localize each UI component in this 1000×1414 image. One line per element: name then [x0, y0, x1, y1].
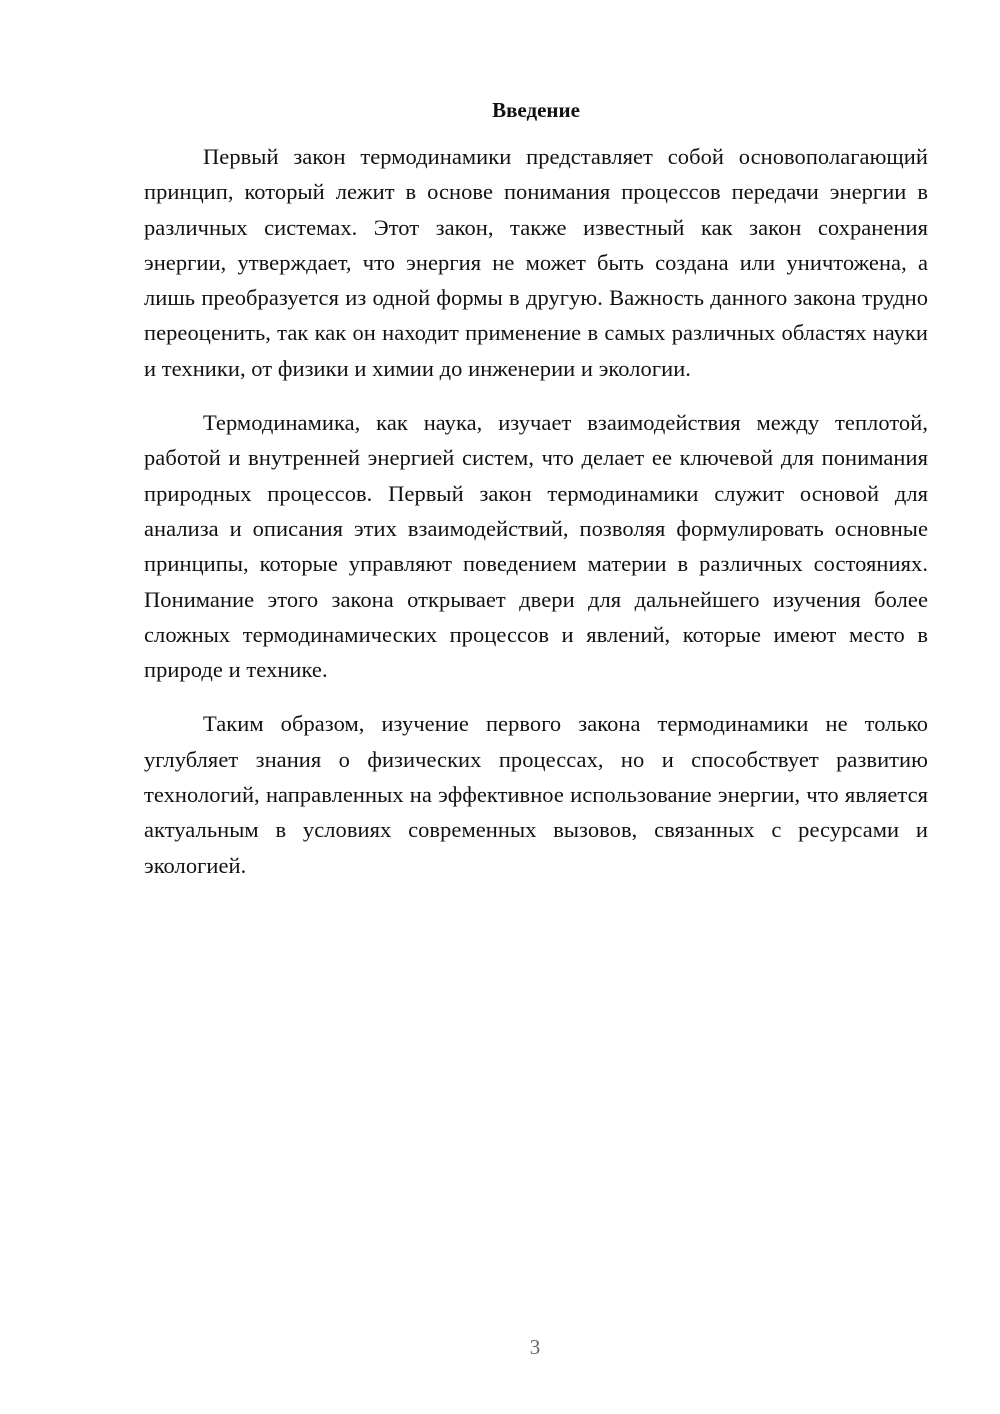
- page-number: 3: [529, 1335, 541, 1359]
- paragraph-3: Таким образом, изучение первого закона термодинамики не только углубляет знания о физических процессах, но и способствует развитию технологий, направленных на эффективное использование энергии, что является актуальным в условиях современных вызовов, связанных с ресурсами и экологией.: [144, 711, 928, 878]
- page-content: [144, 96, 928, 902]
- paragraph-2: Термодинамика, как наука, изучает взаимодействия между теплотой, работой и внутренней энергией систем, что делает ее ключевой для понимания природных процессов. Первый закон термодинамики служит основой для анализа и описания этих взаимодействий, позволяя формулировать основные принципы, которые управляют поведением материи в различных состояниях. Понимание этого закона открывает двери для дальнейшего изучения более сложных термодинамических процессов и явлений, которые имеют место в природе и технике.: [144, 410, 928, 683]
- section-heading: Введение: [492, 98, 580, 122]
- paragraph-1: Первый закон термодинамики представляет собой основополагающий принцип, который лежит в основе понимания процессов передачи энергии в различных системах. Этот закон, также известный как закон сохранения энергии, утверждает, что энергия не может быть создана или уничтожена, а лишь преобразуется из одной формы в другую. Важность данного закона трудно переоценить, так как он находит применение в самых различных областях науки и техники, от физики и химии до инженерии и экологии.: [144, 144, 928, 381]
